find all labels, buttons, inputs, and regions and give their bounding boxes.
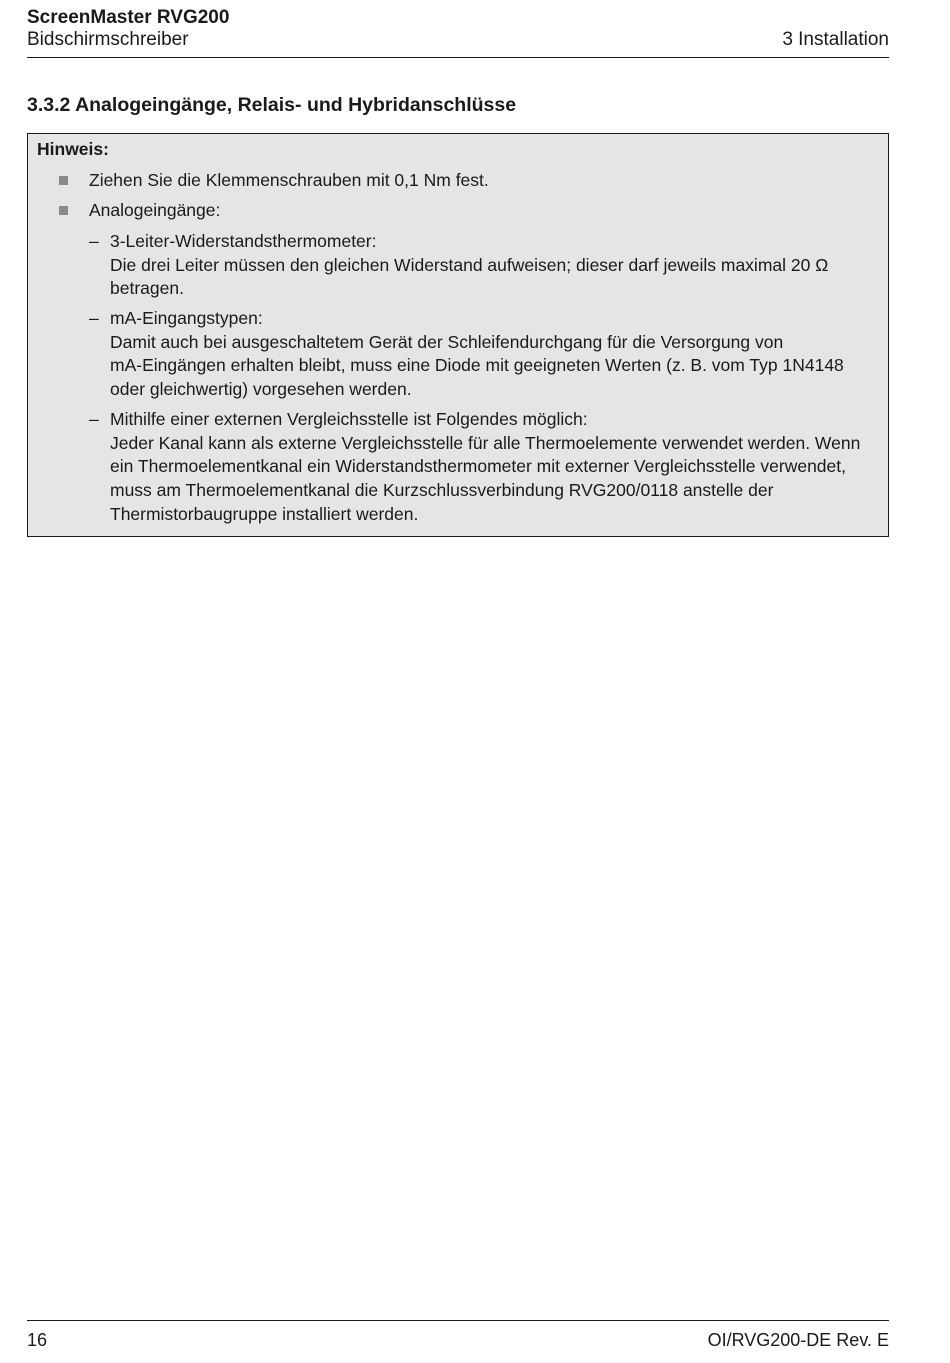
square-bullet-icon (59, 206, 68, 215)
note-line: Die drei Leiter müssen den gleichen Widerstand aufweisen; dieser darf jeweils maximal 20 Ω (110, 254, 829, 275)
note-sub-item-text (110, 307, 885, 402)
footer-divider (27, 1320, 889, 1321)
note-line: betragen. (110, 278, 184, 299)
note-bullet-text: Ziehen Sie die Klemmenschrauben mit 0,1 Nm fest. (89, 170, 489, 190)
note-line: oder gleichwertig) vorgesehen werden. (110, 379, 412, 400)
note-bullet-text: Analogeingänge: (89, 200, 221, 220)
dash-bullet: – (89, 308, 99, 328)
product-subtitle: Bidschirmschreiber (27, 29, 189, 50)
header-divider (27, 57, 889, 58)
note-line: muss am Thermoelementkanal die Kurzschlussverbindung RVG200/0118 anstelle der (110, 480, 774, 501)
note-line: Jeder Kanal kann als externe Vergleichsstelle für alle Thermoelemente verwendet werden. Wenn (110, 432, 861, 453)
square-bullet-icon (59, 176, 68, 185)
product-name: ScreenMaster RVG200 (27, 7, 230, 28)
note-line: mA-Eingängen erhalten bleibt, muss eine Diode mit geeigneten Werten (z. B. vom Typ 1N4148 (110, 355, 844, 376)
note-line: Thermistorbaugruppe installiert werden. (110, 503, 419, 524)
dash-bullet: – (89, 231, 99, 251)
note-line: 3-Leiter-Widerstandsthermometer: (110, 231, 377, 251)
note-heading: Hinweis: (37, 139, 109, 159)
dash-bullet: – (89, 409, 99, 429)
note-line: Mithilfe einer externen Vergleichsstelle ist Folgendes möglich: (110, 409, 588, 429)
note-box (27, 133, 889, 537)
note-line: Damit auch bei ausgeschaltetem Gerät der Schleifendurchgang für die Versorgung von (110, 331, 784, 352)
document-id: OI/RVG200-DE Rev. E (707, 1330, 889, 1350)
note-sub-item-text (110, 408, 885, 527)
note-line: ein Thermoelementkanal ein Widerstandsthermometer mit externer Vergleichsstelle verwendet, (110, 456, 846, 477)
page-number: 16 (27, 1330, 48, 1350)
note-line: mA-Eingangstypen: (110, 308, 263, 328)
note-sub-item-text (110, 230, 885, 301)
chapter-label: 3 Installation (782, 29, 889, 50)
section-title: 3.3.2 Analogeingänge, Relais- und Hybridanschlüsse (27, 94, 517, 116)
